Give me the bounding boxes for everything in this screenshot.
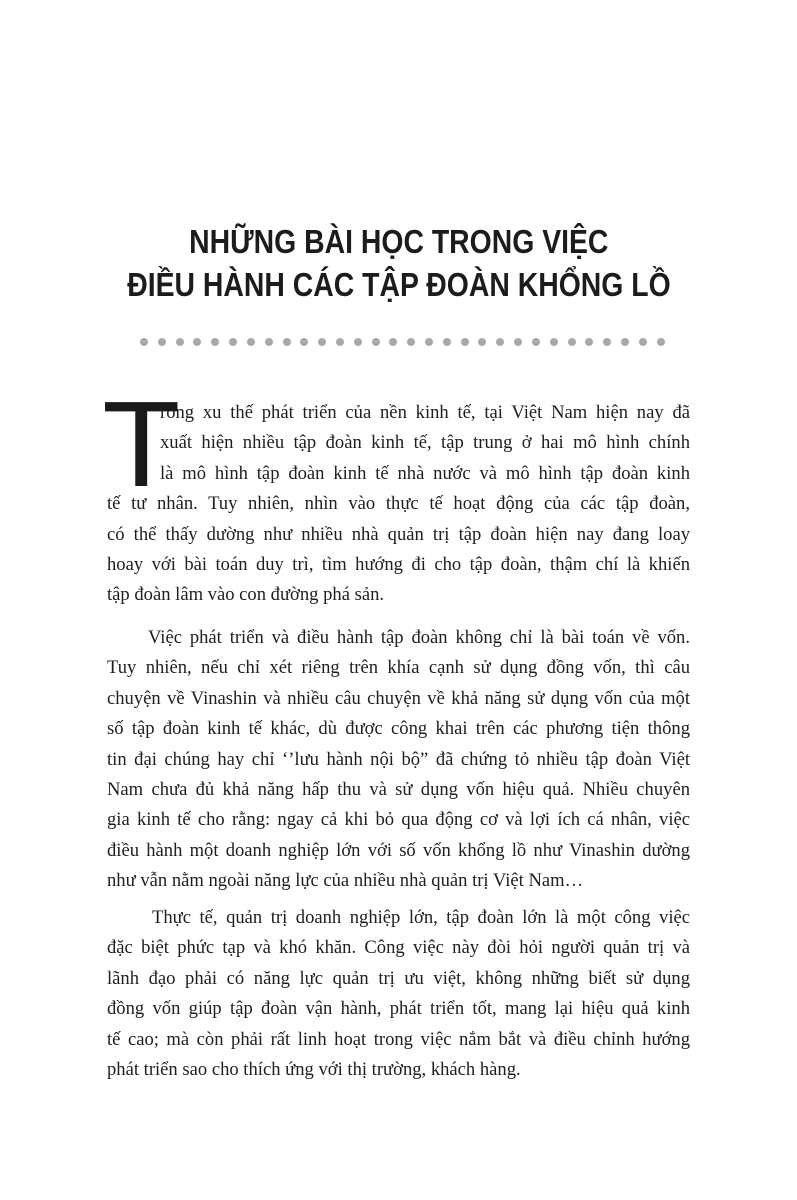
- divider-dot: [568, 338, 576, 346]
- divider-dot: [443, 338, 451, 346]
- divider-dot: [425, 338, 433, 346]
- divider-dot: [193, 338, 201, 346]
- text-line: như vẫn nằm ngoài năng lực của nhiều nhà quản trị Việt Nam…: [107, 870, 584, 892]
- text-line: Tuy nhiên, nếu chỉ xét riêng trên khía cạnh sử dụng đồng vốn, thì câu: [107, 657, 690, 679]
- text-line: tin đại chúng hay chỉ ‘’lưu hành nội bộ” đã chứng tỏ nhiều tập đoàn Việt: [107, 748, 690, 770]
- divider-dot: [140, 338, 148, 346]
- text-line: là mô hình tập đoàn kinh tế nhà nước và mô hình tập đoàn kinh: [160, 462, 690, 484]
- chapter-title-line-1: [0, 222, 797, 262]
- text-line: đồng vốn giúp tập đoàn vận hành, phát triển tốt, mang lại hiệu quả kinh: [107, 998, 690, 1020]
- divider-dot: [318, 338, 326, 346]
- title-text: ĐIỀU HÀNH CÁC TẬP ĐOÀN KHỔNG LỒ: [126, 266, 671, 303]
- text-line: tế cao; mà còn phải rất linh hoạt trong việc nắm bắt và điều chỉnh hướng: [107, 1028, 690, 1050]
- text-line: xuất hiện nhiều tập đoàn kinh tế, tập trung ở hai mô hình chính: [160, 432, 690, 454]
- text-line: Việc phát triển và điều hành tập đoàn không chỉ là bài toán về vốn.: [148, 627, 690, 648]
- text-line: chuyện về Vinashin và nhiều câu chuyện về khả năng sử dụng vốn của một: [107, 687, 690, 709]
- dotted-divider: [140, 338, 665, 348]
- text-line: có thể thấy dường như nhiều nhà quản trị tập đoàn hiện nay đang loay: [107, 523, 690, 545]
- text-line: số tập đoàn kinh tế khác, dù được công khai trên các phương tiện thông: [107, 718, 690, 740]
- divider-dot: [283, 338, 291, 346]
- divider-dot: [407, 338, 415, 346]
- text-line: rong xu thế phát triển của nền kinh tế, tại Việt Nam hiện nay đã: [160, 402, 690, 423]
- chapter-title-line-2: [0, 265, 797, 305]
- divider-dot: [550, 338, 558, 346]
- text-line: hoay với bài toán duy trì, tìm hướng đi cho tập đoàn, thậm chí là khiến: [107, 554, 690, 575]
- divider-dot: [389, 338, 397, 346]
- divider-dot: [372, 338, 380, 346]
- divider-dot: [229, 338, 237, 346]
- text-line: Nam chưa đủ khả năng hấp thu và sử dụng vốn hiệu quả. Nhiều chuyên: [107, 779, 690, 800]
- divider-dot: [336, 338, 344, 346]
- text-line: phát triển sao cho thích ứng với thị trường, khách hàng.: [107, 1059, 521, 1080]
- text-line: tập đoàn lâm vào con đường phá sản.: [107, 584, 385, 606]
- text-line: gia kinh tế cho rằng: ngay cả khi bỏ qua động cơ và lợi ích cá nhân, việc: [107, 809, 690, 831]
- title-text: NHỮNG BÀI HỌC TRONG VIỆC: [188, 223, 609, 260]
- divider-dot: [514, 338, 522, 346]
- divider-dot: [603, 338, 611, 346]
- divider-dot: [176, 338, 184, 346]
- text-line: tế tư nhân. Tuy nhiên, nhìn vào thực tế hoạt động của các tập đoàn,: [107, 493, 690, 515]
- divider-dot: [247, 338, 255, 346]
- text-line: Thực tế, quản trị doanh nghiệp lớn, tập đoàn lớn là một công việc: [152, 907, 690, 928]
- divider-dot: [478, 338, 486, 346]
- divider-dot: [621, 338, 629, 346]
- divider-dot: [158, 338, 166, 346]
- divider-dot: [300, 338, 308, 346]
- divider-dot: [496, 338, 504, 346]
- divider-dot: [532, 338, 540, 346]
- divider-dot: [354, 338, 362, 346]
- divider-dot: [639, 338, 647, 346]
- divider-dot: [265, 338, 273, 346]
- text-line: đặc biệt phức tạp và khó khăn. Công việc này đòi hỏi người quản trị và: [107, 937, 690, 959]
- drop-cap: T: [102, 376, 181, 512]
- divider-dot: [461, 338, 469, 346]
- divider-dot: [585, 338, 593, 346]
- text-line: lãnh đạo phải có năng lực quản trị ưu việt, không những biết sử dụng: [107, 967, 690, 989]
- divider-dot: [657, 338, 665, 346]
- divider-dot: [211, 338, 219, 346]
- text-line: điều hành một doanh nghiệp lớn với số vốn khổng lồ như Vinashin dường: [107, 839, 690, 861]
